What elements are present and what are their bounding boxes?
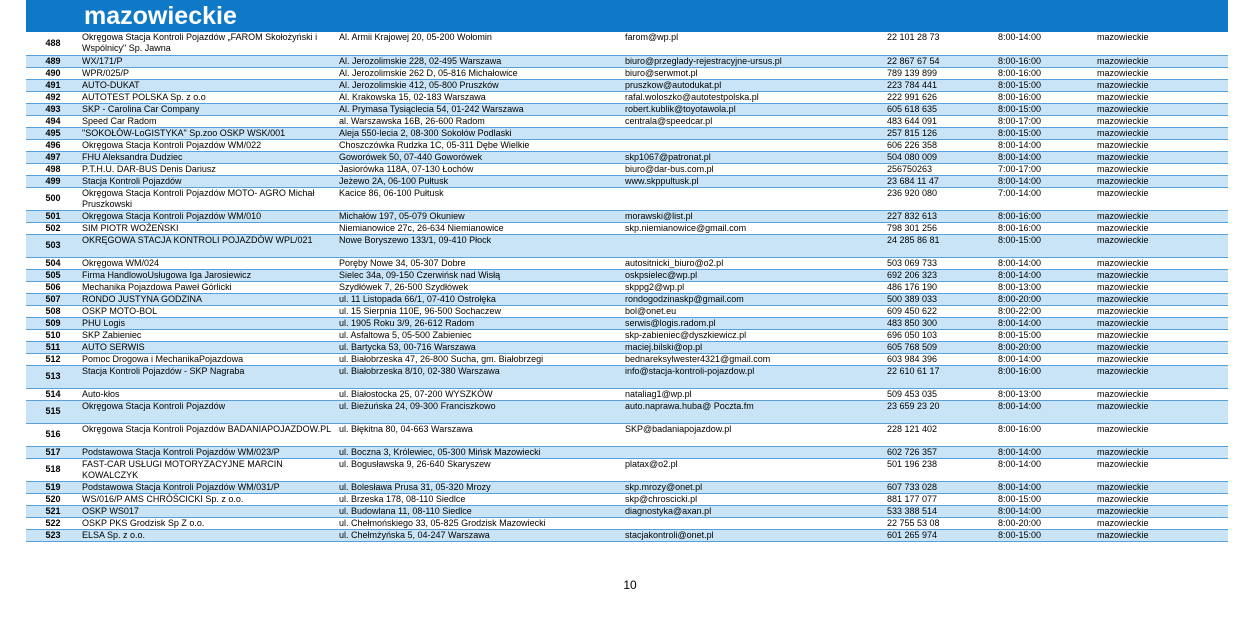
station-address: Kacice 86, 06-100 Pułtusk — [337, 187, 623, 210]
station-address: ul. 1905 Roku 3/9, 26-612 Radom — [337, 317, 623, 329]
station-email: biuro@dar-bus.com.pl — [623, 163, 885, 175]
station-phone: 789 139 899 — [885, 67, 996, 79]
station-email: bol@onet.eu — [623, 305, 885, 317]
opening-hours: 8:00-15:00 — [996, 103, 1095, 115]
station-address: Jeżewo 2A, 06-100 Pułtusk — [337, 175, 623, 187]
station-address: ul. Asfaltowa 5, 05-500 Zabieniec — [337, 329, 623, 341]
station-region: mazowieckie — [1095, 517, 1228, 529]
opening-hours: 8:00-15:00 — [996, 234, 1095, 257]
opening-hours: 8:00-13:00 — [996, 388, 1095, 400]
station-email: morawski@list.pl — [623, 210, 885, 222]
station-name: WPR/025/P — [80, 67, 337, 79]
table-row — [26, 210, 1228, 222]
row-number: 513 — [26, 365, 80, 388]
opening-hours: 8:00-22:00 — [996, 305, 1095, 317]
station-name: PHU Logis — [80, 317, 337, 329]
opening-hours: 8:00-14:00 — [996, 175, 1095, 187]
row-number: 492 — [26, 91, 80, 103]
station-phone: 603 984 396 — [885, 353, 996, 365]
station-region: mazowieckie — [1095, 458, 1228, 481]
station-phone: 222 991 626 — [885, 91, 996, 103]
station-phone: 22 867 67 54 — [885, 55, 996, 67]
station-region: mazowieckie — [1095, 210, 1228, 222]
station-region: mazowieckie — [1095, 79, 1228, 91]
station-phone: 22 610 61 17 — [885, 365, 996, 388]
opening-hours: 8:00-14:00 — [996, 269, 1095, 281]
station-phone: 256750263 — [885, 163, 996, 175]
station-phone: 504 080 009 — [885, 151, 996, 163]
page-number: 10 — [623, 578, 637, 592]
station-name: AUTO SERWIS — [80, 341, 337, 353]
station-name: FAST-CAR USŁUGI MOTORYZACYJNE MARCIN KOWALCZYK — [80, 458, 337, 481]
opening-hours: 8:00-14:00 — [996, 505, 1095, 517]
station-region: mazowieckie — [1095, 103, 1228, 115]
station-region: mazowieckie — [1095, 529, 1228, 541]
station-region: mazowieckie — [1095, 400, 1228, 423]
station-region: mazowieckie — [1095, 305, 1228, 317]
table-row — [26, 67, 1228, 79]
station-email: skp1067@patronat.pl — [623, 151, 885, 163]
station-name: Podstawowa Stacja Kontroli Pojazdów WM/031/P — [80, 481, 337, 493]
station-phone: 486 176 190 — [885, 281, 996, 293]
station-phone: 881 177 077 — [885, 493, 996, 505]
opening-hours: 8:00-16:00 — [996, 91, 1095, 103]
stations-table-body — [26, 32, 1228, 541]
station-address: ul. Bogusławska 9, 26-640 Skaryszew — [337, 458, 623, 481]
opening-hours: 8:00-14:00 — [996, 400, 1095, 423]
row-number: 493 — [26, 103, 80, 115]
station-email: farom@wp.pl — [623, 32, 885, 55]
opening-hours: 8:00-13:00 — [996, 281, 1095, 293]
station-name: RONDO JUSTYNA GODZINA — [80, 293, 337, 305]
table-row — [26, 281, 1228, 293]
region-title: mazowieckie — [84, 2, 237, 30]
station-name: OSKP WS017 — [80, 505, 337, 517]
station-email: skp.mrozy@onet.pl — [623, 481, 885, 493]
station-email: centrala@speedcar.pl — [623, 115, 885, 127]
station-region: mazowieckie — [1095, 481, 1228, 493]
opening-hours: 8:00-14:00 — [996, 139, 1095, 151]
station-email — [623, 446, 885, 458]
station-email: SKP@badaniapojazdow.pl — [623, 423, 885, 446]
station-name: OKRĘGOWA STACJA KONTROLI POJAZDÓW WPL/021 — [80, 234, 337, 257]
opening-hours: 8:00-20:00 — [996, 341, 1095, 353]
station-email: oskpsielec@wp.pl — [623, 269, 885, 281]
row-number: 491 — [26, 79, 80, 91]
stations-table-wrap — [26, 32, 1228, 542]
row-number: 496 — [26, 139, 80, 151]
station-name: FHU Aleksandra Dudziec — [80, 151, 337, 163]
opening-hours: 8:00-16:00 — [996, 222, 1095, 234]
opening-hours: 8:00-14:00 — [996, 151, 1095, 163]
station-email — [623, 139, 885, 151]
row-number: 495 — [26, 127, 80, 139]
table-row — [26, 341, 1228, 353]
station-region: mazowieckie — [1095, 222, 1228, 234]
station-region: mazowieckie — [1095, 139, 1228, 151]
row-number: 488 — [26, 32, 80, 55]
station-name: SKP - Carolina Car Company — [80, 103, 337, 115]
row-number: 494 — [26, 115, 80, 127]
table-row — [26, 55, 1228, 67]
station-email: platax@o2.pl — [623, 458, 885, 481]
table-row — [26, 517, 1228, 529]
station-region: mazowieckie — [1095, 423, 1228, 446]
station-address: Goworówek 50, 07-440 Goworówek — [337, 151, 623, 163]
station-name: Okręgowa WM/024 — [80, 257, 337, 269]
station-address: Choszczówka Rudzka 1C, 05-311 Dębe Wielkie — [337, 139, 623, 151]
station-email: skp-zabieniec@dyszkiewicz.pl — [623, 329, 885, 341]
opening-hours: 8:00-14:00 — [996, 317, 1095, 329]
station-email: nataliag1@wp.pl — [623, 388, 885, 400]
row-number: 522 — [26, 517, 80, 529]
station-region: mazowieckie — [1095, 55, 1228, 67]
station-region: mazowieckie — [1095, 32, 1228, 55]
station-name: Stacja Kontroli Pojazdów — [80, 175, 337, 187]
station-address: ul. Bieżuńska 24, 09-300 Franciszkowo — [337, 400, 623, 423]
table-row — [26, 175, 1228, 187]
station-address: ul. Budowlana 11, 08-110 Siedlce — [337, 505, 623, 517]
opening-hours: 8:00-20:00 — [996, 517, 1095, 529]
row-number: 519 — [26, 481, 80, 493]
station-email: rondogodzinaskp@gmail.com — [623, 293, 885, 305]
station-region: mazowieckie — [1095, 269, 1228, 281]
station-name: Firma HandlowoUsługowa Iga Jarosiewicz — [80, 269, 337, 281]
table-row — [26, 91, 1228, 103]
opening-hours: 7:00-14:00 — [996, 187, 1095, 210]
station-name: Okręgowa Stacja Kontroli Pojazdów MOTO- AGRO Michał Pruszkowski — [80, 187, 337, 210]
row-number: 502 — [26, 222, 80, 234]
station-address: Niemianowice 27c, 26-634 Niemianowice — [337, 222, 623, 234]
table-row — [26, 187, 1228, 210]
station-email: biuro@przeglady-rejestracyjne-ursus.pl — [623, 55, 885, 67]
table-row — [26, 493, 1228, 505]
station-email: serwis@logis.radom.pl — [623, 317, 885, 329]
table-row — [26, 293, 1228, 305]
station-email: diagnostyka@axan.pl — [623, 505, 885, 517]
station-address: ul. 15 Sierpnia 110E, 96-500 Sochaczew — [337, 305, 623, 317]
station-phone: 257 815 126 — [885, 127, 996, 139]
station-email: auto.naprawa.huba@ Poczta.fm — [623, 400, 885, 423]
station-name: ELSA Sp. z o.o. — [80, 529, 337, 541]
station-address: Aleja 550-lecia 2, 08-300 Sokołów Podlaski — [337, 127, 623, 139]
station-region: mazowieckie — [1095, 115, 1228, 127]
station-name: WS/016/P AMS CHRÓŚCICKI Sp. z o.o. — [80, 493, 337, 505]
station-address: Al. Prymasa Tysiąclecia 54, 01-242 Warszawa — [337, 103, 623, 115]
table-row — [26, 423, 1228, 446]
station-region: mazowieckie — [1095, 281, 1228, 293]
station-region: mazowieckie — [1095, 175, 1228, 187]
row-number: 516 — [26, 423, 80, 446]
table-row — [26, 127, 1228, 139]
stations-table — [26, 32, 1228, 542]
station-region: mazowieckie — [1095, 163, 1228, 175]
station-address: ul. Białostocka 25, 07-200 WYSZKÓW — [337, 388, 623, 400]
station-address: ul. Chełmżyńska 5, 04-247 Warszawa — [337, 529, 623, 541]
row-number: 506 — [26, 281, 80, 293]
station-region: mazowieckie — [1095, 353, 1228, 365]
station-address: Michałów 197, 05-079 Okuniew — [337, 210, 623, 222]
station-address: Sielec 34a, 09-150 Czerwińsk nad Wisłą — [337, 269, 623, 281]
table-row — [26, 353, 1228, 365]
table-row — [26, 388, 1228, 400]
station-name: Okręgowa Stacja Kontroli Pojazdów WM/022 — [80, 139, 337, 151]
station-address: Al. Jerozolimskie 228, 02-495 Warszawa — [337, 55, 623, 67]
station-name: Okręgowa Stacja Kontroli Pojazdów WM/010 — [80, 210, 337, 222]
row-number: 509 — [26, 317, 80, 329]
station-address: ul. Błękitna 80, 04-663 Warszawa — [337, 423, 623, 446]
row-number: 504 — [26, 257, 80, 269]
station-phone: 24 285 86 81 — [885, 234, 996, 257]
station-phone: 606 226 358 — [885, 139, 996, 151]
station-address: ul. Bolesława Prusa 31, 05-320 Mrozy — [337, 481, 623, 493]
station-address: Al. Armii Krajowej 20, 05-200 Wołomin — [337, 32, 623, 55]
opening-hours: 7:00-17:00 — [996, 163, 1095, 175]
station-email: stacjakontroli@onet.pl — [623, 529, 885, 541]
region-banner — [26, 0, 1228, 32]
row-number: 508 — [26, 305, 80, 317]
station-phone: 223 784 441 — [885, 79, 996, 91]
station-name: Mechanika Pojazdowa Paweł Górlicki — [80, 281, 337, 293]
table-row — [26, 32, 1228, 55]
opening-hours: 8:00-16:00 — [996, 55, 1095, 67]
station-phone: 605 768 509 — [885, 341, 996, 353]
station-region: mazowieckie — [1095, 151, 1228, 163]
station-phone: 503 069 733 — [885, 257, 996, 269]
station-address: ul. Bartycka 53, 00-716 Warszawa — [337, 341, 623, 353]
station-phone: 605 618 635 — [885, 103, 996, 115]
table-row — [26, 222, 1228, 234]
station-phone: 533 388 514 — [885, 505, 996, 517]
station-region: mazowieckie — [1095, 257, 1228, 269]
table-row — [26, 151, 1228, 163]
opening-hours: 8:00-16:00 — [996, 210, 1095, 222]
table-row — [26, 317, 1228, 329]
station-address: Poręby Nowe 34, 05-307 Dobre — [337, 257, 623, 269]
station-email: autositnicki_biuro@o2.pl — [623, 257, 885, 269]
opening-hours: 8:00-15:00 — [996, 79, 1095, 91]
station-region: mazowieckie — [1095, 67, 1228, 79]
station-name: Okręgowa Stacja Kontroli Pojazdów — [80, 400, 337, 423]
station-phone: 227 832 613 — [885, 210, 996, 222]
station-region: mazowieckie — [1095, 365, 1228, 388]
station-name: OSKP MOTO-BOL — [80, 305, 337, 317]
station-phone: 601 265 974 — [885, 529, 996, 541]
row-number: 498 — [26, 163, 80, 175]
station-phone: 483 850 300 — [885, 317, 996, 329]
station-email — [623, 517, 885, 529]
table-row — [26, 400, 1228, 423]
station-name: P.T.H.U. DAR-BUS Denis Dariusz — [80, 163, 337, 175]
station-name: AUTOTEST POLSKA Sp. z o.o — [80, 91, 337, 103]
station-email — [623, 234, 885, 257]
opening-hours: 8:00-15:00 — [996, 493, 1095, 505]
opening-hours: 8:00-16:00 — [996, 67, 1095, 79]
table-row — [26, 305, 1228, 317]
station-address: Jasiorówka 118A, 07-130 Łochów — [337, 163, 623, 175]
station-phone: 22 755 53 08 — [885, 517, 996, 529]
station-address: Al. Jerozolimskie 412, 05-800 Pruszków — [337, 79, 623, 91]
station-address: ul. Boczna 3, Królewiec, 05-300 Mińsk Mazowiecki — [337, 446, 623, 458]
station-address: Nowe Boryszewo 133/1, 09-410 Płock — [337, 234, 623, 257]
opening-hours: 8:00-15:00 — [996, 329, 1095, 341]
row-number: 517 — [26, 446, 80, 458]
station-email: info@stacja-kontroli-pojazdow.pl — [623, 365, 885, 388]
station-name: "SOKOŁÓW-LoGISTYKA" Sp.zoo OSKP WSK/001 — [80, 127, 337, 139]
row-number: 500 — [26, 187, 80, 210]
table-row — [26, 446, 1228, 458]
opening-hours: 8:00-14:00 — [996, 32, 1095, 55]
station-phone: 500 389 033 — [885, 293, 996, 305]
row-number: 514 — [26, 388, 80, 400]
station-region: mazowieckie — [1095, 388, 1228, 400]
station-region: mazowieckie — [1095, 317, 1228, 329]
table-row — [26, 103, 1228, 115]
station-address: al. Warszawska 16B, 26-600 Radom — [337, 115, 623, 127]
station-name: AUTO-DUKAT — [80, 79, 337, 91]
table-row — [26, 115, 1228, 127]
station-email: skp@chroscicki.pl — [623, 493, 885, 505]
table-row — [26, 234, 1228, 257]
station-address: Al. Krakowska 15, 02-183 Warszawa — [337, 91, 623, 103]
opening-hours: 8:00-16:00 — [996, 365, 1095, 388]
row-number: 520 — [26, 493, 80, 505]
station-email: www.skppultusk.pl — [623, 175, 885, 187]
table-row — [26, 163, 1228, 175]
opening-hours: 8:00-20:00 — [996, 293, 1095, 305]
station-address: Szydłówek 7, 26-500 Szydłówek — [337, 281, 623, 293]
table-row — [26, 329, 1228, 341]
opening-hours: 8:00-14:00 — [996, 481, 1095, 493]
station-region: mazowieckie — [1095, 493, 1228, 505]
row-number: 510 — [26, 329, 80, 341]
station-email: bednareksylwester4321@gmail.com — [623, 353, 885, 365]
station-address: ul. 11 Listopada 66/1, 07-410 Ostrołęka — [337, 293, 623, 305]
station-name: Podstawowa Stacja Kontroli Pojazdów WM/023/P — [80, 446, 337, 458]
opening-hours: 8:00-16:00 — [996, 423, 1095, 446]
opening-hours: 8:00-14:00 — [996, 446, 1095, 458]
station-email: robert.kublik@toyotawola.pl — [623, 103, 885, 115]
station-name: Okręgowa Stacja Kontroli Pojazdów „FAROM Skołożyński i Wspólnicy" Sp. Jawna — [80, 32, 337, 55]
station-name: Okręgowa Stacja Kontroli Pojazdów BADANIAPOJAZDOW.PL — [80, 423, 337, 446]
station-email: skppg2@wp.pl — [623, 281, 885, 293]
station-phone: 509 453 035 — [885, 388, 996, 400]
station-email — [623, 127, 885, 139]
opening-hours: 8:00-14:00 — [996, 353, 1095, 365]
row-number: 490 — [26, 67, 80, 79]
row-number: 503 — [26, 234, 80, 257]
row-number: 499 — [26, 175, 80, 187]
station-address: Al. Jerozolimskie 262 D, 05-816 Michałowice — [337, 67, 623, 79]
row-number: 501 — [26, 210, 80, 222]
station-phone: 236 920 080 — [885, 187, 996, 210]
station-phone: 609 450 622 — [885, 305, 996, 317]
table-row — [26, 365, 1228, 388]
row-number: 521 — [26, 505, 80, 517]
table-row — [26, 481, 1228, 493]
station-email: biuro@serwmot.pl — [623, 67, 885, 79]
station-name: OSKP PKS Grodzisk Sp Z o.o. — [80, 517, 337, 529]
table-row — [26, 458, 1228, 481]
row-number: 515 — [26, 400, 80, 423]
station-phone: 798 301 256 — [885, 222, 996, 234]
station-name: Speed Car Radom — [80, 115, 337, 127]
table-row — [26, 139, 1228, 151]
row-number: 507 — [26, 293, 80, 305]
station-region: mazowieckie — [1095, 505, 1228, 517]
station-address: ul. Brzeska 178, 08-110 Siedlce — [337, 493, 623, 505]
opening-hours: 8:00-17:00 — [996, 115, 1095, 127]
station-phone: 696 050 103 — [885, 329, 996, 341]
row-number: 505 — [26, 269, 80, 281]
table-row — [26, 505, 1228, 517]
station-phone: 23 684 11 47 — [885, 175, 996, 187]
opening-hours: 8:00-15:00 — [996, 529, 1095, 541]
table-row — [26, 79, 1228, 91]
station-region: mazowieckie — [1095, 329, 1228, 341]
row-number: 489 — [26, 55, 80, 67]
station-name: Stacja Kontroli Pojazdów - SKP Nagraba — [80, 365, 337, 388]
station-address: ul. Chełmońskiego 33, 05-825 Grodzisk Mazowiecki — [337, 517, 623, 529]
opening-hours: 8:00-14:00 — [996, 458, 1095, 481]
station-phone: 692 206 323 — [885, 269, 996, 281]
station-phone: 607 733 028 — [885, 481, 996, 493]
table-row — [26, 257, 1228, 269]
row-number: 518 — [26, 458, 80, 481]
station-region: mazowieckie — [1095, 127, 1228, 139]
station-region: mazowieckie — [1095, 293, 1228, 305]
station-phone: 22 101 28 73 — [885, 32, 996, 55]
station-phone: 602 726 357 — [885, 446, 996, 458]
station-name: SIM PIOTR WOŹEŃSKI — [80, 222, 337, 234]
station-email: skp.niemianowice@gmail.com — [623, 222, 885, 234]
station-region: mazowieckie — [1095, 446, 1228, 458]
station-phone: 483 644 091 — [885, 115, 996, 127]
station-region: mazowieckie — [1095, 341, 1228, 353]
station-address: ul. Białobrzeska 8/10, 02-380 Warszawa — [337, 365, 623, 388]
station-email: maciej.bilski@op.pl — [623, 341, 885, 353]
station-region: mazowieckie — [1095, 187, 1228, 210]
station-phone: 228 121 402 — [885, 423, 996, 446]
table-row — [26, 269, 1228, 281]
table-row — [26, 529, 1228, 541]
station-phone: 501 196 238 — [885, 458, 996, 481]
station-region: mazowieckie — [1095, 91, 1228, 103]
station-address: ul. Białobrzeska 47, 26-800 Sucha, gm. Białobrzegi — [337, 353, 623, 365]
station-name: SKP Zabieniec — [80, 329, 337, 341]
station-email: pruszkow@autodukat.pl — [623, 79, 885, 91]
row-number: 511 — [26, 341, 80, 353]
station-email: rafal.woloszko@autotestpolska.pl — [623, 91, 885, 103]
station-email — [623, 187, 885, 210]
station-name: Pomoc Drogowa i MechanikaPojazdowa — [80, 353, 337, 365]
row-number: 497 — [26, 151, 80, 163]
station-name: WX/171/P — [80, 55, 337, 67]
station-region: mazowieckie — [1095, 234, 1228, 257]
row-number: 512 — [26, 353, 80, 365]
row-number: 523 — [26, 529, 80, 541]
opening-hours: 8:00-15:00 — [996, 127, 1095, 139]
station-name: Auto-kłos — [80, 388, 337, 400]
station-phone: 23 659 23 20 — [885, 400, 996, 423]
opening-hours: 8:00-14:00 — [996, 257, 1095, 269]
